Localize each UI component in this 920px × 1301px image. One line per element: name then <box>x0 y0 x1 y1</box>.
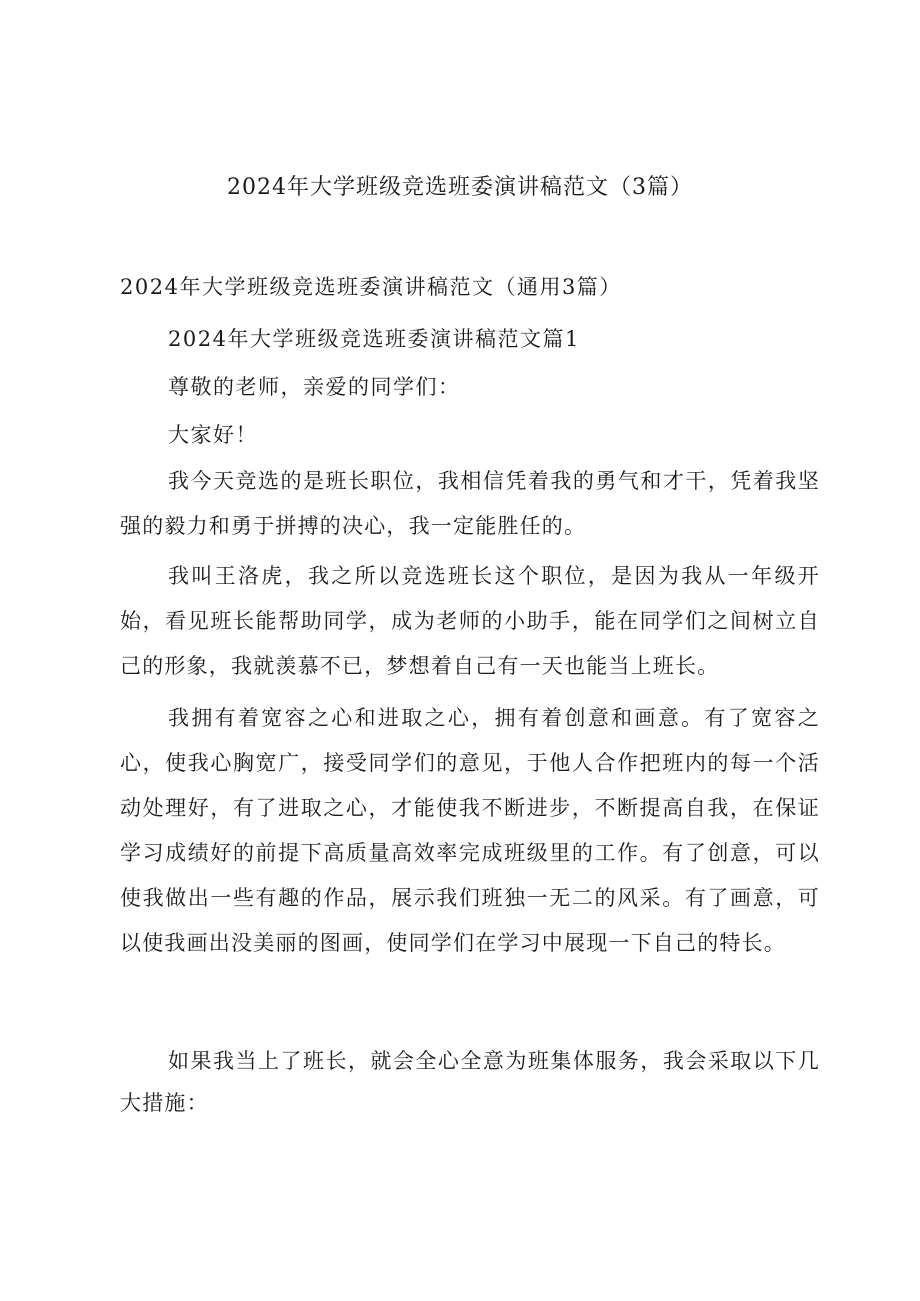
greeting: 尊敬的老师，亲爱的同学们： <box>168 375 461 399</box>
hello-line: 大家好！ <box>168 423 258 447</box>
paragraph-text: 如果我当上了班长，就会全心全意为班集体服务，我会采取以下几大措施： <box>120 1049 820 1115</box>
paragraph-1 <box>120 459 820 549</box>
paragraph-4 <box>120 1040 820 1124</box>
section-heading: 2024年大学班级竞选班委演讲稿范文篇1 <box>168 327 580 351</box>
paragraph-2 <box>120 554 820 689</box>
paragraph-3 <box>120 696 820 966</box>
paragraph-text: 我拥有着宽容之心和进取之心，拥有着创意和画意。有了宽容之心，使我心胸宽广，接受同学们的意见，于他人合作把班内的每一个活动处理好，有了进取之心，才能使我不断进步，不断提高自我，在保证学习成绩好的前提下高质量高效率完成班级里的工作。有了创意，可以使我做出一些有趣的作品，展示我们班独一无二的风采。有了画意，可以使我画出没美丽的图画，使同学们在学习中展现一下自己的特长。 <box>120 706 820 955</box>
paragraph-text: 我今天竞选的是班长职位，我相信凭着我的勇气和才干，凭着我坚强的毅力和勇于拼搏的决心，我一定能胜任的。 <box>120 469 820 538</box>
paragraph-text: 我叫王洛虎，我之所以竞选班长这个职位，是因为我从一年级开始，看见班长能帮助同学，成为老师的小助手，能在同学们之间树立自己的形象，我就羡慕不已，梦想着自己有一天也能当上班长。 <box>120 564 820 678</box>
document-subtitle: 2024年大学班级竞选班委演讲稿范文（通用3篇） <box>120 275 622 299</box>
document-title: 2024年大学班级竞选班委演讲稿范文（3篇） <box>227 175 693 200</box>
